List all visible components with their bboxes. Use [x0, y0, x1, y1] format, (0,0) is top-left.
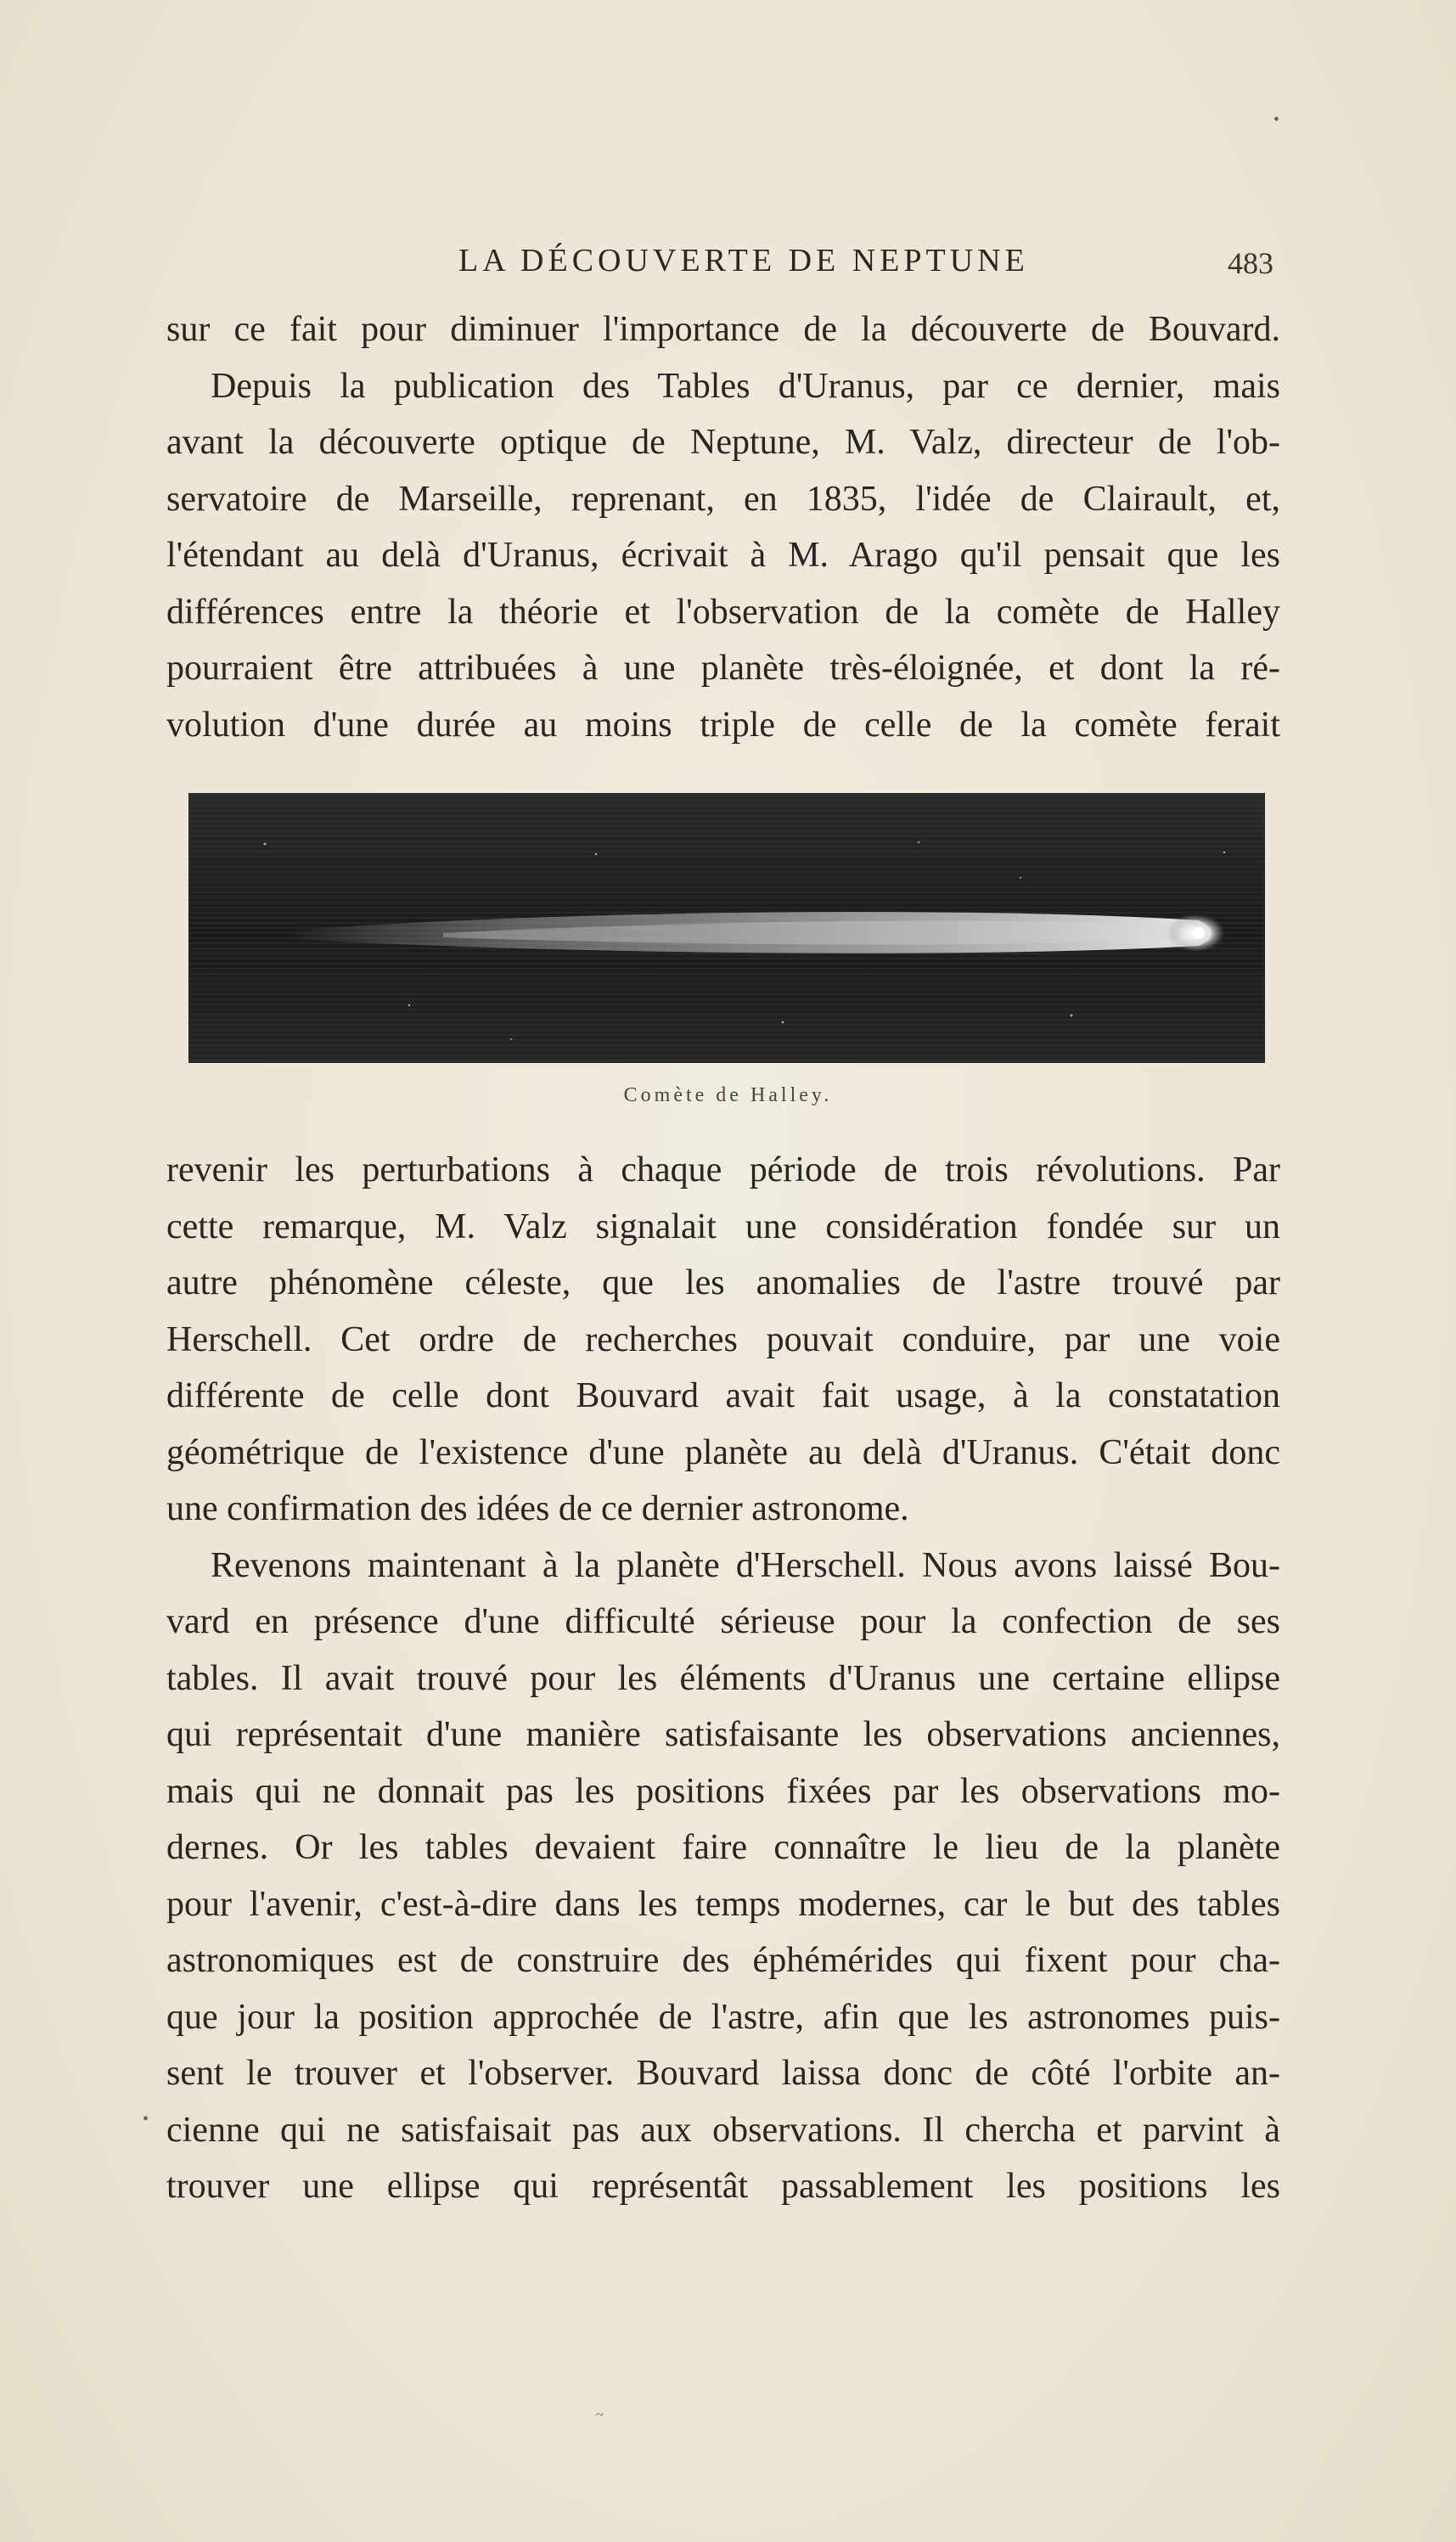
text-line: cette remarque, M. Valz signalait une considération fondée sur un [166, 1206, 1280, 1246]
text-line: pourraient être attribuées à une planète très-éloignée, et dont la ré- [166, 649, 1280, 688]
text-line: qui représentait d'une manière satisfaisante les observations anciennes, [166, 1715, 1280, 1754]
text-line: revenir les perturbations à chaque période de trois révolutions. Par [166, 1150, 1280, 1189]
text-line: différences entre la théorie et l'observation de la comète de Halley [166, 592, 1280, 632]
text-line: mais qui ne donnait pas les positions fixées par les observations mo- [166, 1771, 1280, 1811]
text-line: géométrique de l'existence d'une planète au delà d'Uranus. C'était donc [166, 1432, 1280, 1472]
figure-caption: Comète de Halley. [623, 1084, 833, 1106]
text-line: servatoire de Marseille, reprenant, en 1835, l'idée de Clairault, et, [166, 479, 1280, 519]
ink-speck: ~ [596, 2408, 604, 2422]
comet-illustration [188, 793, 1265, 1063]
text-line: autre phénomène céleste, que les anomalies de l'astre trouvé par [166, 1263, 1280, 1302]
text-line: volution d'une durée au moins triple de celle de la comète ferait [166, 705, 1280, 745]
text-line: avant la découverte optique de Neptune, M. Valz, directeur de l'ob- [166, 423, 1280, 462]
text-line: dernes. Or les tables devaient faire connaître le lieu de la planète [166, 1828, 1280, 1867]
text-line: l'étendant au delà d'Uranus, écrivait à M. Arago qu'il pensait que les [166, 536, 1280, 575]
text-line: tables. Il avait trouvé pour les éléments d'Uranus une certaine ellipse [166, 1658, 1280, 1698]
text-line: sur ce fait pour diminuer l'importance de la découverte de Bouvard. [166, 310, 1280, 349]
paragraph-2 [166, 1142, 1280, 2215]
comet-nucleus [1193, 927, 1205, 939]
text-line: Revenons maintenant à la planète d'Herschell. Nous avons laissé Bou- [211, 1545, 1280, 1585]
text-line: différente de celle dont Bouvard avait fait usage, à la constatation [166, 1376, 1280, 1415]
text-line: vard en présence d'une difficulté sérieuse pour la confection de ses [166, 1602, 1280, 1641]
paragraph-1 [166, 301, 1280, 753]
text-line: que jour la position approchée de l'astre, afin que les astronomes puis- [166, 1997, 1280, 2037]
text-line: trouver une ellipse qui représentât passablement les positions les [166, 2167, 1280, 2206]
comet-engraving [188, 793, 1265, 1063]
text-line: Herschell. Cet ordre de recherches pouvait conduire, par une voie [166, 1319, 1280, 1359]
ink-speck: • [143, 2110, 149, 2129]
text-line: Depuis la publication des Tables d'Uranus, par ce dernier, mais [211, 366, 1280, 406]
text-line: cienne qui ne satisfaisait pas aux observations. Il chercha et parvint à [166, 2110, 1280, 2150]
running-header [458, 242, 1273, 293]
text-line: astronomiques est de construire des éphémérides qui fixent pour cha- [166, 1941, 1280, 1980]
text-line: une confirmation des idées de ce dernier astronome. [166, 1489, 909, 1528]
running-title: LA DÉCOUVERTE DE NEPTUNE [458, 243, 1029, 278]
text-line: sent le trouver et l'observer. Bouvard laissa donc de côté l'orbite an- [166, 2054, 1280, 2093]
ink-speck: • [1273, 110, 1280, 129]
text-line: pour l'avenir, c'est-à-dire dans les temps modernes, car le but des tables [166, 1884, 1280, 1924]
page-number: 483 [1228, 246, 1273, 280]
